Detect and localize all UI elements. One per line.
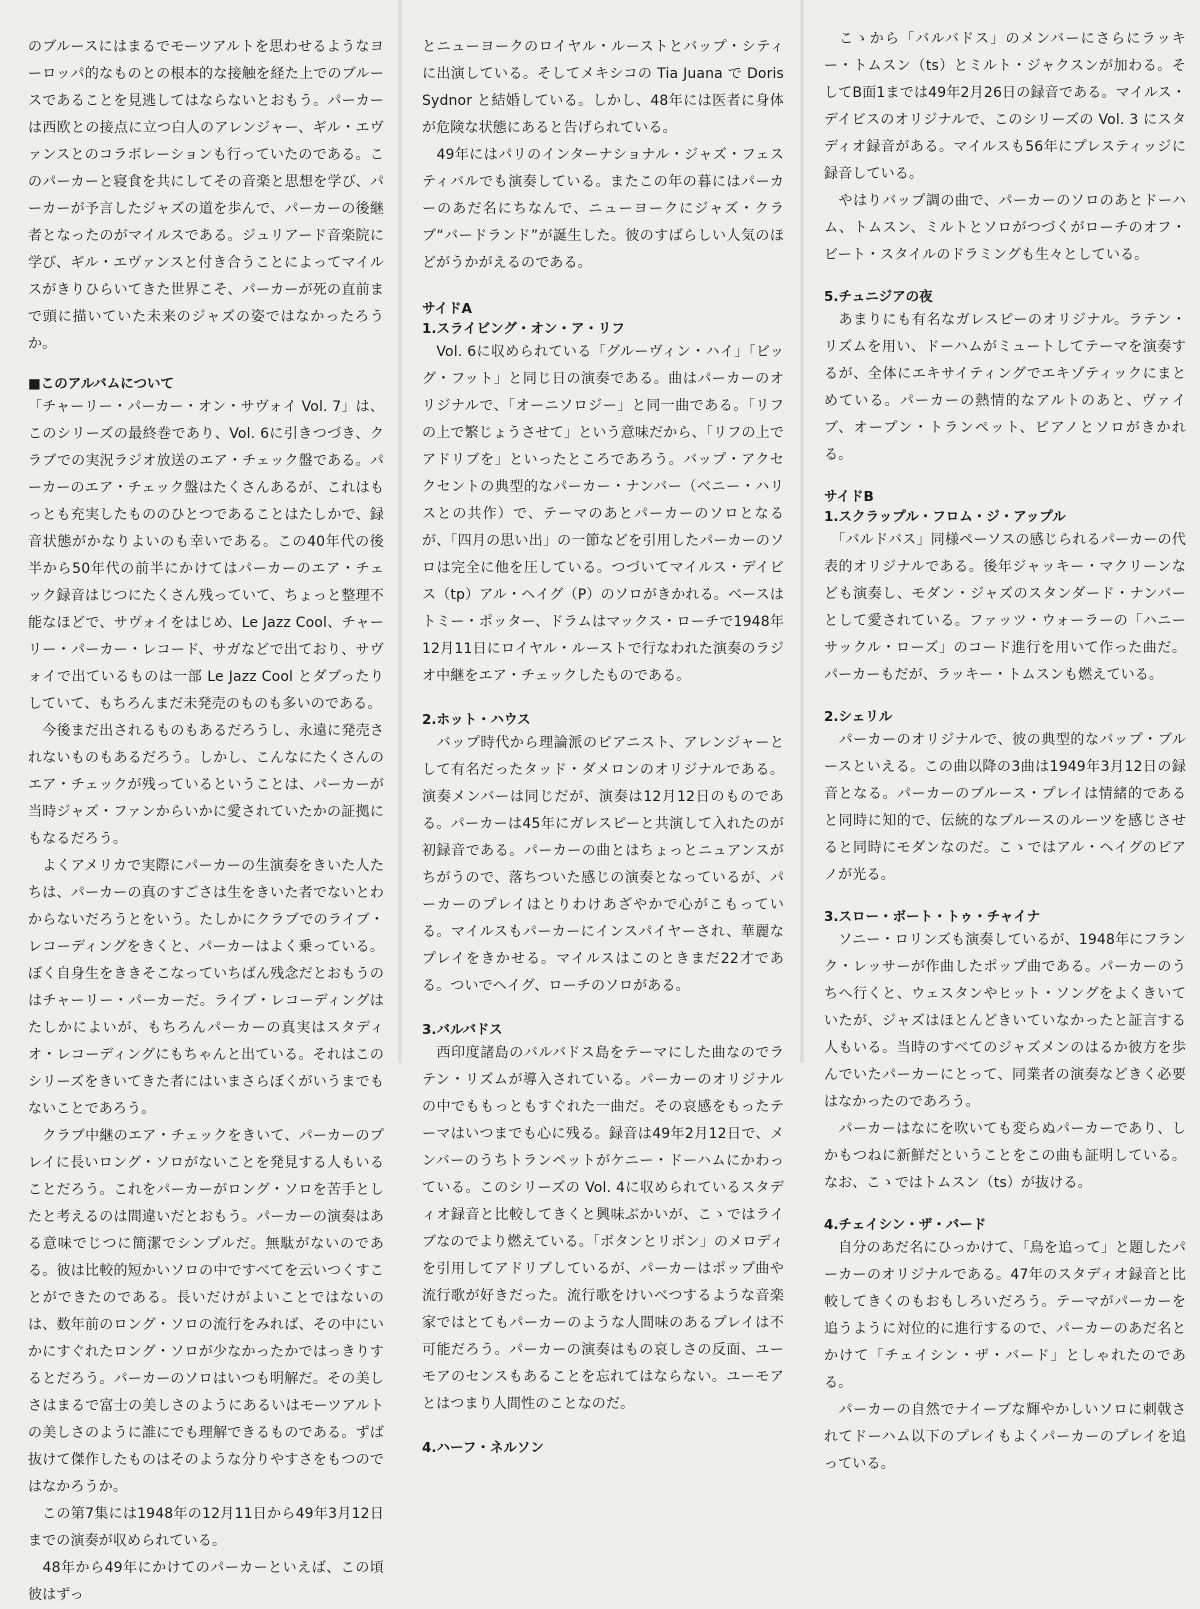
paragraph: よくアメリカで実際にパーカーの生演奏をきいた人たちは、パーカーの真のすごさは生をきいた者でないとわからないだろうとをいう。たしかにクラブでのライブ・レコーディングをきくと、パーカーはよく乗っている。ぼく自身生をききそこなっていちばん残念だとおもうのはチャーリー・パーカーだ。ライブ・レコーディングはたしかによいが、もちろんパーカーの真実はスタディオ・レコーディングにもちゃんと出ている。それはこのシリーズをきいてきた者にはいまさらぼくがいうまでもないことであろう。 — [28, 858, 384, 1117]
paragraph: のブルースにはまるでモーツアルトを思わせるようなヨーロッパ的なものとの根本的な接触を経た上でのブルースであることを見逃してはならないとおもう。パーカーは西欧との接点に立つ白人のアレンジャー、ギル・エヴァンスとのコラボレーションも行っていたのである。このパーカーと寝食を共にしてその音楽と思想を学び、パーカーが予言したジャズの道を歩んで、パーカーの後継者となったのがマイルスである。ジュリアード音楽院に学び、ギル・エヴァンスと付き合うことによってマイルスがきりひらいてきた世界こそ、パーカーが死の直前まで頭に描いていた未来のジャズの姿ではなかったろうか。 — [28, 39, 384, 352]
track-title: 4.チェイシン・ザ・バード — [824, 1217, 987, 1233]
track-description: パーカーはなにを吹いても変らぬパーカーであり、しかもつねに新鮮だということをこの曲も証明している。なお、こゝではトムスン（ts）が抜ける。 — [824, 1121, 1186, 1191]
paragraph: こゝから「バルバドス」のメンバーにさらにラッキー・トムスン（ts）とミルト・ジャクスンが加わる。そしてB面1までは49年2月26日の録音である。マイルス・デイビスのオリジナルで、このシリーズの Vol. 3 にスタディオ録音がある。マイルスも56年にプレスティッジに録音している。 — [824, 31, 1186, 182]
track-description: バップ時代から理論派のピアニスト、アレンジャーとして有名だったタッド・ダメロンのオリジナルである。演奏メンバーは同じだが、演奏は12月12日のものである。パーカーは45年にガレスピーと共演して入れたのが初録音である。パーカーの曲とはちょっとニュアンスがちがうので、落ちついた感じの演奏となっているが、パーカーのプレイはとりわけあざやかで心がこもっている。マイルスもパーカーにインスパイヤーされ、華麗なプレイをきかせる。マイルスはこのときまだ22才である。ついでヘイグ、ローチのソロがある。 — [422, 735, 784, 994]
track-description: Vol. 6に収められている「グルーヴィン・ハイ」「ビッグ・フット」と同じ日の演奏である。曲はパーカーのオリジナルで、「オーニソロジー」と同一曲である。「リフの上で繁じょうさせて」という意味だから、「リフの上でアドリブを」といったところであろう。バップ・アクセクセントの典型的なパーカー・ナンバー（ベニー・ハリスとの共作）で、テーマのあとパーカーのソロとなるが、「四月の思い出」の一節などを引用したパーカーのソロは完全に他を圧している。つづいてマイルス・デイビス（tp）アル・ヘイグ（P）のソロがきかれる。ベースはトミー・ポッター、ドラムはマックス・ローチで1948年12月11日にロイヤル・ルーストで行なわれた演奏のラジオ中継をエア・チェックしたものである。 — [422, 344, 784, 684]
paragraph: やはりバップ調の曲で、パーカーのソロのあとドーハム、トムスン、ミルトとソロがつづくがローチのオフ・ビート・スタイルのドラミングも生々としている。 — [824, 193, 1186, 263]
paragraph: 48年から49年にかけてのパーカーといえば、この頃彼はずっ — [28, 1560, 384, 1603]
paragraph: 今後まだ出されるものもあるだろうし、永遠に発売されないものもあるだろう。しかし、こんなにたくさんのエア・チェックが残っているということは、パーカーが当時ジャズ・ファンからいかに愛されていたかの証拠にもなるだろう。 — [28, 723, 384, 847]
track-description: 西印度諸島のバルバドス島をテーマにした曲なのでラテン・リズムが導入されている。パーカーのオリジナルの中でももっともすぐれた一曲だ。その哀感をもったテーマはいつまでも心に残る。録音は49年2月12日で、メンバーのうちトランペットがケニー・ドーハムにかわっている。このシリーズの Vol. 4に収められているスタディオ録音と比較してきくと興味ぶかいが、こゝではライブなのでより燃えている。「ボタンとリボン」のメロディを引用してアドリブしているが、パーカーはポップ曲や流行歌が好きだった。流行歌をけいべつするような音楽家ではとてもパーカーのような人間味のあるプレイは不可能だろう。パーカーの演奏はもの哀しさの反面、ユーモアのセンスもあることを忘れてはならない。ユーモアとはつまり人間性のことなのだ。 — [422, 1045, 784, 1412]
track-description: ソニー・ロリンズも演奏しているが、1948年にフランク・レッサーが作曲したポップ曲である。パーカーのうちへ行くと、ウェスタンやヒット・ソングをよくきいていたが、ジャズはほとんどきいていなかったと証言する人もいる。当時のすべてのジャズメンのはるか彼方を歩んでいたパーカーにとって、同業者の演奏などきく必要はなかったのであろう。 — [824, 932, 1186, 1110]
page-fold-left — [398, 0, 402, 1063]
track-title: 4.ハーフ・ネルソン — [422, 1440, 544, 1456]
track-description: パーカーの自然でナイーブな輝やかしいソロに刺戟されてドーハム以下のプレイもよくパーカーのプレイを追っている。 — [824, 1402, 1186, 1472]
track-title: 1.スクラップル・フロム・ジ・アップル — [824, 509, 1066, 525]
paragraph: とニューヨークのロイヤル・ルーストとバップ・シティに出演している。そしてメキシコの Tia Juana で Doris Sydnor と結婚している。しかし、48年には医者に身体が危険な状態にあると告げられている。 — [422, 39, 784, 136]
track-title: 1.スライビング・オン・ア・リフ — [422, 321, 625, 337]
track-description: 「バルドバス」同様ペーソスの感じられるパーカーの代表的オリジナルである。後年ジャッキー・マクリーンなども演奏し、モダン・ジャズのスタンダード・ナンバーとして愛されている。ファッツ・ウォーラーの「ハニーサックル・ローズ」のコード進行を用いて作った曲だ。パーカーもだが、ラッキー・トムスンも燃えている。 — [824, 532, 1186, 683]
text-column-2 — [422, 34, 784, 1458]
track-title: 3.バルバドス — [422, 1022, 503, 1038]
track-title: 5.チュニジアの夜 — [824, 289, 933, 305]
track-title: 2.ホット・ハウス — [422, 712, 531, 728]
track-title: 3.スロー・ボート・トゥ・チャイナ — [824, 909, 1041, 925]
paragraph: この第7集には1948年の12月11日から49年3月12日までの演奏が収められている。 — [28, 1506, 384, 1549]
track-description: パーカーのオリジナルで、彼の典型的なバップ・ブルースといえる。この曲以降の3曲は1949年3月12日の録音となる。パーカーのブルース・プレイは情緒的であると同時に知的で、伝統的なブルースのルーツを感じさせると同時にモダンなのだ。こゝではアル・ヘイグのピアノが光る。 — [824, 732, 1186, 883]
text-column-3 — [824, 26, 1186, 1478]
side-b-heading: サイドB — [824, 489, 874, 505]
track-description: 自分のあだ名にひっかけて、「鳥を追って」と題したパーカーのオリジナルである。47年のスタディオ録音と比較してきくのもおもしろいだろう。テーマがパーカーを追うように対位的に進行するので、パーカーのあだ名とかけて「チェイシン・ザ・バード」としゃれたのである。 — [824, 1240, 1186, 1391]
paragraph: クラブ中継のエア・チェックをきいて、パーカーのプレイに長いロング・ソロがないことを発見する人もいることだろう。これをパーカーがロング・ソロを苦手としたと考えるのは間違いだとおもう。パーカーの演奏はある意味でじつに簡潔でシンプルだ。無駄がないのである。彼は比較的短かいソロの中ですべてを云いつくすことができたのである。長いだけがよいことではないのは、数年前のロング・ソロの流行をみれば、その中にいかにすぐれたロング・ソロが少なかったかではっきりするとだろう。パーカーのソロはいつも明解だ。その美しさはまるで富士の美しさのようにあるいはモーツアルトの美しさのように誰にでも理解できるものである。ずば抜けて傑作したものはそのような分りやすさをもつのではなかろうか。 — [28, 1128, 384, 1495]
side-a-heading: サイドA — [422, 301, 473, 317]
text-column-1 — [28, 34, 384, 1609]
track-description: あまりにも有名なガレスピーのオリジナル。ラテン・リズムを用い、ドーハムがミュートしてテーマを演奏するが、全体にエキサイティングでエキゾティックにまとめている。パーカーの熱情的なアルトのあと、ヴァイブ、オープン・トランペット、ピアノとソロがきかれる。 — [824, 312, 1186, 463]
section-heading-about-album: ■このアルバムについて — [28, 376, 174, 392]
track-title: 2.シェリル — [824, 709, 893, 725]
paragraph: 「チャーリー・パーカー・オン・サヴォイ Vol. 7」は、このシリーズの最終巻であり、Vol. 6に引きつづき、クラブでの実況ラジオ放送のエア・チェック盤である。パーカーのエア・チェック盤はたくさんあるが、これはもっとも充実したもののひとつであることはたしかで、録音状態がかなりよいのも幸いである。この40年代の後半から50年代の前半にかけてはパーカーのエア・チェック録音はじつにたくさん残っていて、ちょっと整理不能なほどで、サヴォイをはじめ、Le Jazz Cool、チャーリー・パーカー・レコード、サガなどで出ており、サヴォイで出ているものは一部 Le Jazz Cool とダブったりしていて、もちろんまだ未発売のものも多いのである。 — [28, 399, 384, 712]
paragraph: 49年にはパリのインターナショナル・ジャズ・フェスティバルでも演奏している。またこの年の暮にはパーカーのあだ名にちなんで、ニューヨークにジャズ・クラブ“バードランド”が誕生した。彼のすばらしい人気のほどがうかがえるのである。 — [422, 147, 784, 271]
page-fold-right — [800, 0, 804, 1063]
